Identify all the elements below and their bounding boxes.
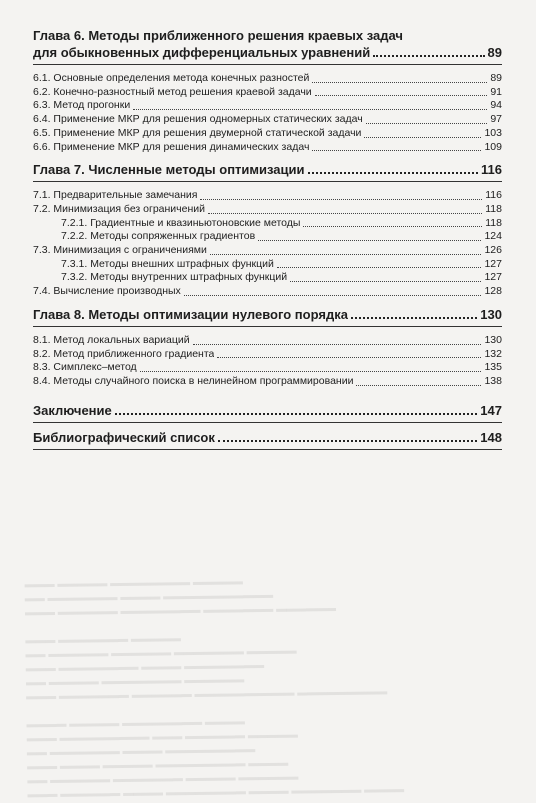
dot-leader	[208, 213, 482, 214]
dot-leader	[115, 413, 478, 415]
chapter-6-heading-line2: для обыкновенных дифференциальных уравнений	[33, 45, 371, 60]
toc-subentry[interactable]	[33, 230, 502, 244]
entry-title: 8.3. Симплекс–метод	[33, 361, 137, 374]
chapter-6-heading-line1[interactable]: Глава 6. Методы приближенного решения краевых задач	[33, 28, 403, 43]
toc-entry[interactable]	[33, 375, 502, 389]
entry-title: 6.4. Применение МКР для решения одномерных статических задач	[33, 113, 363, 126]
entry-page: 124	[484, 230, 502, 243]
toc-entry[interactable]	[33, 203, 502, 217]
entry-page: 94	[490, 99, 502, 112]
dot-leader	[140, 371, 482, 372]
entry-page: 128	[484, 285, 502, 298]
entry-title: 8.2. Метод приближенного градиента	[33, 347, 215, 360]
chapter-6-page: 89	[487, 45, 502, 60]
entry-title: 7.1. Предварительные замечания	[33, 189, 198, 202]
toc-entry[interactable]	[33, 127, 502, 141]
toc-entry[interactable]	[33, 348, 502, 362]
divider	[33, 326, 502, 327]
entry-title: 7.2.2. Методы сопряженных градиентов	[61, 230, 256, 243]
entry-page: 135	[484, 361, 502, 374]
bleed-through-background: ▬▬▬ ▬▬▬▬▬▬ ▬▬▬▬ ▬▬▬▬▬▬▬▬ ▬▬▬▬ ▬▬▬▬▬▬▬ ▬▬▬▬ ▬▬ ▬▬▬▬▬▬ ▬▬▬▬▬▬▬ ▬▬▬▬▬ ▬▬▬▬▬▬ ▬▬▬ ▬▬▬▬ ▬▬▬▬▬ ▬▬▬▬▬▬▬▬▬ ▬▬▬▬ ▬▬ ▬▬▬▬▬▬▬ ▬▬▬▬ ▬▬▬▬▬▬▬▬▬ ▬▬▬ ▬▬▬▬▬▬▬▬▬ ▬▬▬ ▬▬▬▬▬▬ ▬▬▬▬▬ ▬▬▬▬ ▬▬▬▬▬ ▬▬▬▬▬▬▬▬ ▬▬▬▬ ▬▬▬ ▬▬▬▬▬▬▬ ▬▬▬▬▬▬ ▬▬▬▬▬▬▬▬▬▬ ▬▬▬▬▬▬▬▬▬ ▬▬ ▬▬▬▬▬ ▬▬▬▬▬▬▬▬ ▬▬▬▬▬▬ ▬▬▬ ▬▬▬▬▬▬▬▬ ▬▬▬▬ ▬▬▬▬▬▬▬▬ ▬▬ ▬▬▬▬▬▬ ▬▬▬▬▬▬ ▬▬▬▬▬▬▬ ▬▬▬▬▬ ▬▬▬ ▬▬▬▬▬▬▬ ▬▬▬▬▬ ▬▬▬ ▬▬▬▬▬▬ ▬▬▬▬▬▬▬▬ ▬▬▬▬▬▬▬ ▬▬▬▬▬▬ ▬▬ ▬▬▬▬▬▬▬ ▬▬▬▬ ▬▬▬▬▬▬▬▬▬▬▬ ▬▬▬ ▬▬▬▬▬ ▬▬▬▬▬▬▬▬ ▬▬▬▬▬	[24, 578, 405, 803]
toc-subentry[interactable]	[33, 271, 502, 285]
entry-title: 7.3.1. Методы внешних штрафных функций	[61, 257, 274, 270]
divider	[33, 181, 502, 182]
entry-title: 6.2. Конечно-разностный метод решения краевой задачи	[33, 85, 312, 98]
toc-entry[interactable]	[33, 285, 502, 299]
entry-title: 6.3. Метод прогонки	[33, 99, 131, 112]
conclusion-title: Заключение	[33, 402, 112, 418]
toc-entry[interactable]	[33, 361, 502, 375]
dot-leader	[210, 254, 482, 255]
entry-page: 118	[485, 216, 502, 229]
toc-entry[interactable]	[33, 141, 502, 155]
entry-title: 8.1. Метод локальных вариаций	[33, 333, 190, 346]
entry-title: 6.5. Применение МКР для решения двумерной статической задачи	[33, 126, 362, 139]
dot-leader	[303, 226, 482, 227]
entry-title: 8.4. Методы случайного поиска в нелинейном программировании	[33, 374, 354, 387]
entry-title: 7.3.2. Методы внутренних штрафных функций	[61, 271, 288, 284]
dot-leader	[373, 55, 484, 57]
chapter-6-heading[interactable]	[33, 45, 502, 60]
dot-leader	[200, 199, 482, 200]
dot-leader	[312, 82, 487, 83]
divider	[33, 449, 502, 450]
dot-leader	[315, 95, 488, 96]
conclusion-heading[interactable]	[33, 403, 502, 418]
entry-title: 6.1. Основные определения метода конечных разностей	[33, 72, 310, 84]
toc-entry[interactable]	[33, 72, 502, 86]
dot-leader	[312, 150, 481, 151]
toc-subentry[interactable]	[33, 258, 502, 272]
divider	[33, 64, 502, 65]
entry-page: 127	[484, 257, 502, 270]
table-of-contents	[33, 28, 502, 457]
entry-title: 7.4. Вычисление производных	[33, 285, 181, 298]
bibliography-heading[interactable]	[33, 430, 502, 445]
divider	[33, 422, 502, 423]
toc-entry[interactable]	[33, 113, 502, 127]
dot-leader	[217, 357, 481, 358]
entry-page: 91	[490, 85, 502, 98]
toc-entry[interactable]	[33, 334, 502, 348]
entry-page: 127	[484, 271, 502, 284]
dot-leader	[366, 123, 488, 124]
toc-entry[interactable]	[33, 189, 502, 203]
toc-entry[interactable]	[33, 99, 502, 113]
chapter-8-title: Глава 8. Методы оптимизации нулевого порядка	[33, 306, 348, 322]
dot-leader	[364, 137, 481, 138]
dot-leader	[356, 385, 481, 386]
entry-page: 103	[484, 126, 502, 139]
dot-leader	[290, 281, 481, 282]
entry-page: 118	[485, 202, 502, 215]
dot-leader	[193, 344, 482, 345]
entry-title: 7.2.1. Градиентные и квазиньютоновские методы	[61, 216, 301, 229]
entry-title: 7.2. Минимизация без ограничений	[33, 202, 206, 215]
dot-leader	[258, 240, 481, 241]
dot-leader	[351, 317, 477, 319]
bibliography-page: 148	[480, 429, 502, 445]
toc-subentry[interactable]	[33, 217, 502, 231]
entry-page: 132	[484, 347, 502, 360]
dot-leader	[133, 109, 487, 110]
dot-leader	[308, 172, 479, 174]
chapter-8-page: 130	[480, 306, 502, 322]
chapter-7-heading[interactable]	[33, 162, 502, 177]
entry-page: 109	[484, 140, 502, 153]
entry-title: 6.6. Применение МКР для решения динамических задач	[33, 140, 310, 153]
entry-title: 7.3. Минимизация с ограничениями	[33, 244, 207, 257]
entry-page: 126	[484, 244, 502, 257]
bibliography-title: Библиографический список	[33, 429, 215, 445]
entry-page: 138	[484, 374, 502, 387]
toc-entry[interactable]	[33, 244, 502, 258]
entry-page: 97	[490, 113, 502, 126]
dot-leader	[218, 440, 477, 442]
dot-leader	[184, 295, 482, 296]
chapter-7-page: 116	[481, 162, 502, 178]
entry-page: 89	[490, 72, 502, 84]
chapter-8-heading[interactable]	[33, 307, 502, 322]
conclusion-page: 147	[480, 402, 502, 418]
entry-page: 116	[485, 189, 502, 202]
toc-entry[interactable]	[33, 86, 502, 100]
dot-leader	[277, 267, 482, 268]
entry-page: 130	[484, 333, 502, 346]
chapter-7-title: Глава 7. Численные методы оптимизации	[33, 162, 305, 178]
